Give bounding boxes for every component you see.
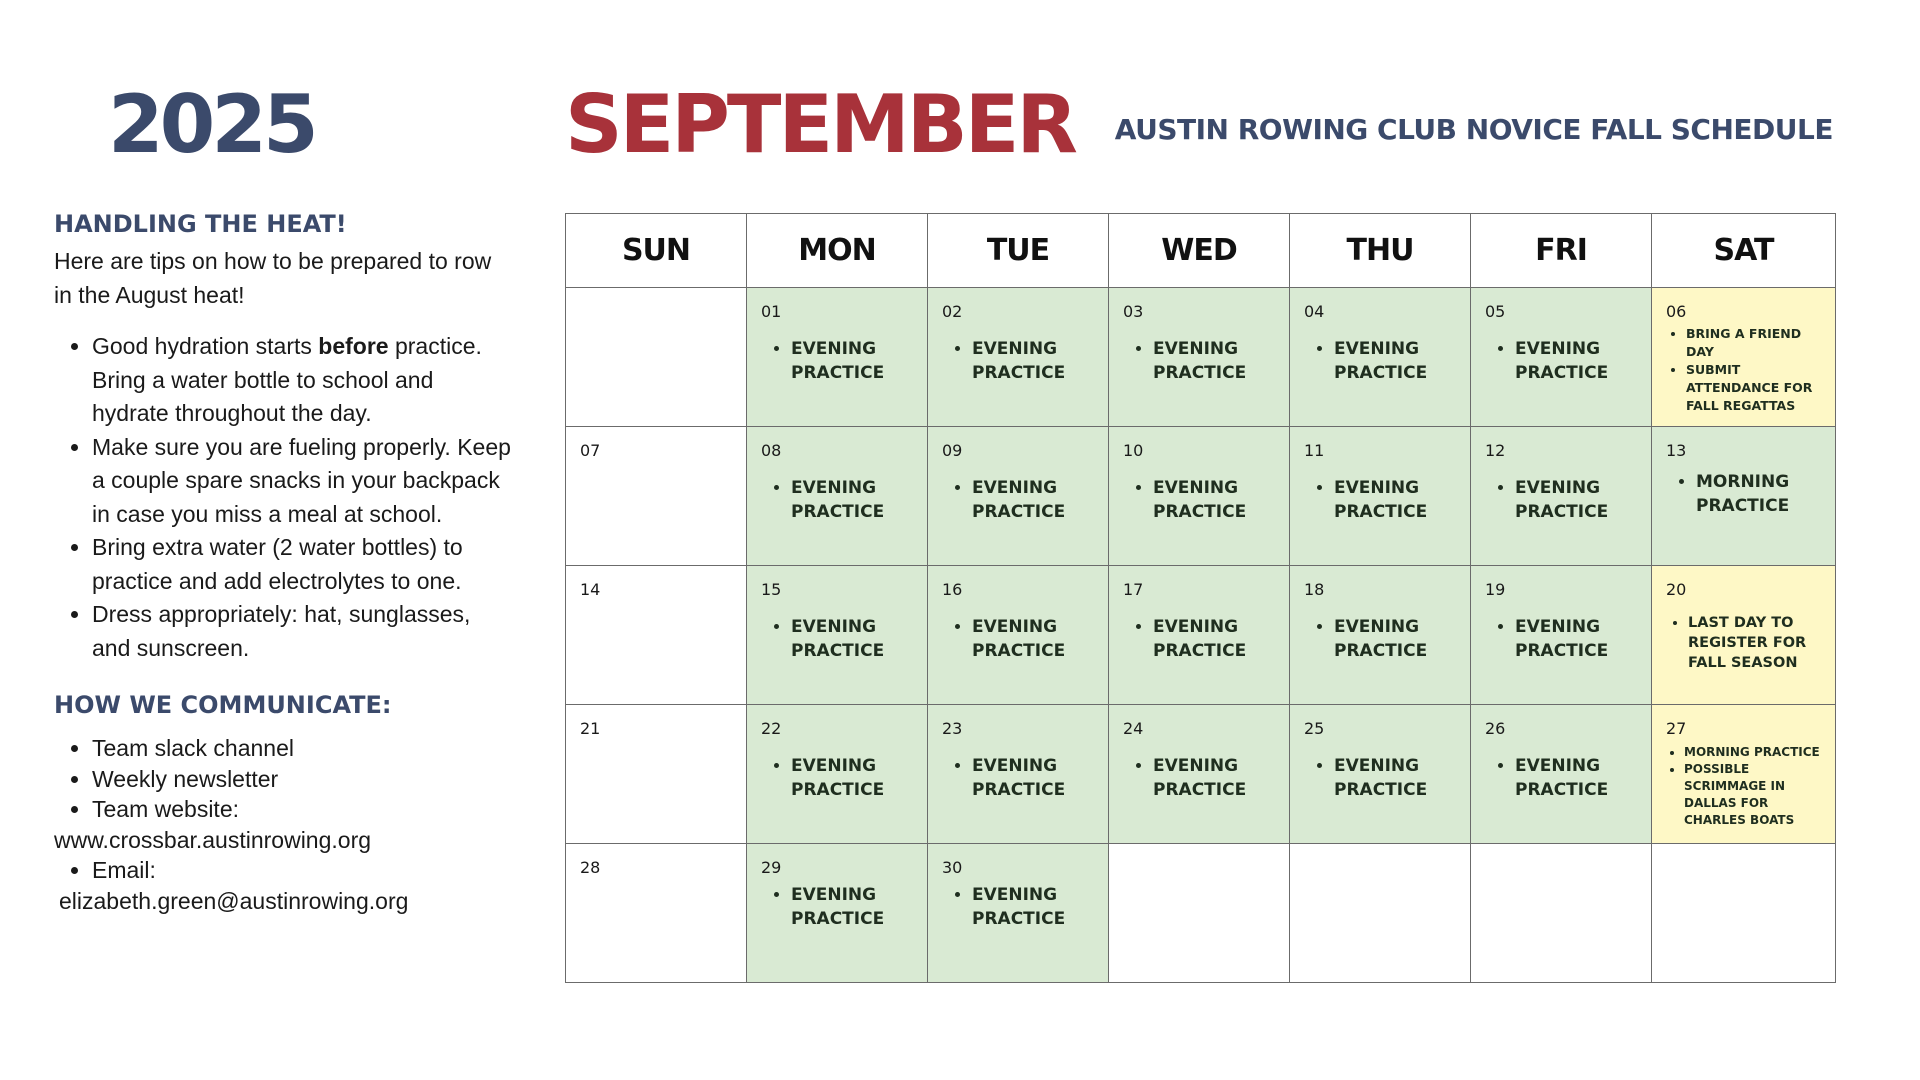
day-cell[interactable] [1471, 566, 1652, 705]
weekday-wed: WED [1109, 214, 1290, 288]
event-item: • EVENING PRACTICE [791, 754, 913, 802]
day-cell[interactable] [747, 566, 928, 705]
heat-intro: Here are tips on how to be prepared to row in the August heat! [54, 248, 492, 308]
website-link[interactable]: www.crossbar.austinrowing.org [54, 826, 372, 853]
day-number: 03 [1123, 302, 1144, 321]
day-cell[interactable] [1471, 427, 1652, 566]
week-row [566, 288, 1836, 427]
tip-item: • Dress appropriately: hat, sunglasses, and sunscreen. [92, 598, 514, 665]
day-number: 23 [942, 719, 963, 738]
day-cell[interactable] [566, 844, 747, 983]
sidebar [54, 210, 514, 916]
day-cell[interactable] [1290, 288, 1471, 427]
event-list [761, 615, 913, 663]
event-item: • EVENING PRACTICE [972, 337, 1094, 385]
week-row [566, 844, 1836, 983]
day-cell[interactable] [1652, 705, 1836, 844]
event-list [1304, 615, 1456, 663]
tip-text: practice. Bring a water bottle to school and hydrate throughout the day. [92, 333, 482, 426]
day-number: 21 [580, 719, 601, 738]
week-row [566, 705, 1836, 844]
day-number: 08 [761, 441, 782, 460]
event-item: • EVENING PRACTICE [791, 476, 913, 524]
event-item: • EVENING PRACTICE [972, 883, 1094, 931]
event-list [942, 476, 1094, 524]
event-item: • EVENING PRACTICE [1334, 476, 1456, 524]
year-title: 2025 [108, 78, 315, 171]
day-cell[interactable] [747, 705, 928, 844]
day-number: 28 [580, 858, 601, 877]
heat-heading: HANDLING THE HEAT! [54, 210, 347, 238]
day-cell[interactable] [1109, 427, 1290, 566]
event-item: • EVENING PRACTICE [791, 615, 913, 663]
day-cell[interactable] [747, 288, 928, 427]
day-number: 07 [580, 441, 601, 460]
tip-item [92, 330, 514, 431]
day-cell[interactable] [566, 705, 747, 844]
day-number: 19 [1485, 580, 1506, 599]
day-cell[interactable] [1109, 288, 1290, 427]
event-item: • MORNING PRACTICE [1684, 744, 1821, 761]
event-item: • EVENING PRACTICE [791, 883, 913, 931]
day-number: 18 [1304, 580, 1325, 599]
event-item: • EVENING PRACTICE [1515, 754, 1637, 802]
event-list [1485, 476, 1637, 524]
day-number: 01 [761, 302, 782, 321]
comm-item: • Team website: [92, 794, 514, 825]
comm-item: • Weekly newsletter [92, 764, 514, 795]
day-number: 29 [761, 858, 782, 877]
day-cell-empty [1290, 844, 1471, 983]
event-item: • EVENING PRACTICE [1153, 615, 1275, 663]
day-number: 14 [580, 580, 601, 599]
communication-list [54, 733, 514, 825]
event-list [1485, 337, 1637, 385]
comm-item: • Team slack channel [92, 733, 514, 764]
weekday-header-row [566, 214, 1836, 288]
event-item: • EVENING PRACTICE [1153, 476, 1275, 524]
event-item: • EVENING PRACTICE [1334, 754, 1456, 802]
day-cell[interactable] [1290, 705, 1471, 844]
event-item: • EVENING PRACTICE [1153, 337, 1275, 385]
heat-tips-list [54, 330, 514, 665]
event-list [1123, 615, 1275, 663]
communicate-heading: HOW WE COMMUNICATE: [54, 691, 392, 719]
day-number: 02 [942, 302, 963, 321]
weekday-thu: THU [1290, 214, 1471, 288]
day-cell[interactable] [1652, 288, 1836, 427]
day-cell[interactable] [1290, 566, 1471, 705]
event-item: • EVENING PRACTICE [1334, 337, 1456, 385]
day-cell[interactable] [566, 427, 747, 566]
email-link[interactable]: elizabeth.green@austinrowing.org [59, 887, 409, 914]
month-title: SEPTEMBER [565, 78, 1075, 171]
day-number: 22 [761, 719, 782, 738]
weekday-tue: TUE [928, 214, 1109, 288]
day-cell-empty [566, 288, 747, 427]
day-cell[interactable] [1652, 566, 1836, 705]
day-cell[interactable] [747, 844, 928, 983]
event-item: • EVENING PRACTICE [1515, 476, 1637, 524]
event-list [1666, 325, 1821, 415]
event-item: • BRING A FRIEND DAY [1686, 325, 1821, 361]
event-item: • POSSIBLE SCRIMMAGE IN DALLAS FOR CHARLES BOATS [1684, 761, 1821, 829]
day-number: 10 [1123, 441, 1144, 460]
day-number: 17 [1123, 580, 1144, 599]
day-number: 26 [1485, 719, 1506, 738]
event-item: • EVENING PRACTICE [1515, 337, 1637, 385]
day-cell-empty [1471, 844, 1652, 983]
weekday-sun: SUN [566, 214, 747, 288]
event-item: • MORNING PRACTICE [1696, 470, 1821, 518]
event-list [1304, 337, 1456, 385]
day-cell[interactable] [928, 427, 1109, 566]
event-list [761, 883, 913, 931]
day-number: 13 [1666, 441, 1687, 460]
event-list [942, 615, 1094, 663]
day-number: 12 [1485, 441, 1506, 460]
event-list [1304, 754, 1456, 802]
event-list [761, 754, 913, 802]
event-item: • EVENING PRACTICE [972, 615, 1094, 663]
day-cell[interactable] [928, 844, 1109, 983]
event-item: • EVENING PRACTICE [791, 337, 913, 385]
week-row [566, 427, 1836, 566]
tip-text: Good hydration starts [92, 333, 319, 359]
event-list [1304, 476, 1456, 524]
day-cell[interactable] [1471, 705, 1652, 844]
event-item: • EVENING PRACTICE [1515, 615, 1637, 663]
event-list [942, 883, 1094, 931]
weekday-mon: MON [747, 214, 928, 288]
day-number: 16 [942, 580, 963, 599]
day-cell[interactable] [928, 288, 1109, 427]
day-number: 20 [1666, 580, 1687, 599]
day-number: 11 [1304, 441, 1325, 460]
event-item: • EVENING PRACTICE [1334, 615, 1456, 663]
event-list [1485, 754, 1637, 802]
day-cell[interactable] [1109, 705, 1290, 844]
schedule-subtitle: AUSTIN ROWING CLUB NOVICE FALL SCHEDULE [1114, 113, 1833, 146]
event-list [942, 337, 1094, 385]
day-cell[interactable] [1290, 427, 1471, 566]
comm-item: • Email: [92, 855, 514, 886]
weekday-sat: SAT [1652, 214, 1836, 288]
day-number: 09 [942, 441, 963, 460]
event-item: • LAST DAY TO REGISTER FOR FALL SEASON [1688, 613, 1821, 673]
event-item: • EVENING PRACTICE [1153, 754, 1275, 802]
event-item: • EVENING PRACTICE [972, 754, 1094, 802]
day-cell[interactable] [1109, 566, 1290, 705]
day-number: 27 [1666, 719, 1687, 738]
event-list [1666, 470, 1821, 518]
day-cell-empty [1652, 844, 1836, 983]
event-item: • SUBMIT ATTENDANCE FOR FALL REGATTAS [1686, 361, 1821, 415]
day-number: 24 [1123, 719, 1144, 738]
day-cell[interactable] [928, 705, 1109, 844]
event-list [942, 754, 1094, 802]
day-cell[interactable] [566, 566, 747, 705]
communication-list-email [54, 855, 514, 886]
day-number: 30 [942, 858, 963, 877]
day-number: 25 [1304, 719, 1325, 738]
event-list [1485, 615, 1637, 663]
event-item: • EVENING PRACTICE [972, 476, 1094, 524]
event-list [1123, 337, 1275, 385]
day-cell[interactable] [747, 427, 928, 566]
weekday-fri: FRI [1471, 214, 1652, 288]
day-number: 15 [761, 580, 782, 599]
day-cell[interactable] [928, 566, 1109, 705]
day-number: 05 [1485, 302, 1506, 321]
day-cell[interactable] [1652, 427, 1836, 566]
calendar-grid [565, 213, 1836, 983]
event-list [1666, 744, 1821, 829]
event-list [1123, 754, 1275, 802]
tip-item: • Make sure you are fueling properly. Keep a couple spare snacks in your backpack in case you miss a meal at school. [92, 431, 514, 532]
day-cell-empty [1109, 844, 1290, 983]
event-list [1666, 613, 1821, 673]
day-cell[interactable] [1471, 288, 1652, 427]
event-list [1123, 476, 1275, 524]
event-list [761, 337, 913, 385]
day-number: 06 [1666, 302, 1687, 321]
week-row [566, 566, 1836, 705]
tip-item: • Bring extra water (2 water bottles) to practice and add electrolytes to one. [92, 531, 514, 598]
event-list [761, 476, 913, 524]
day-number: 04 [1304, 302, 1325, 321]
tip-emphasis: before [318, 333, 389, 359]
